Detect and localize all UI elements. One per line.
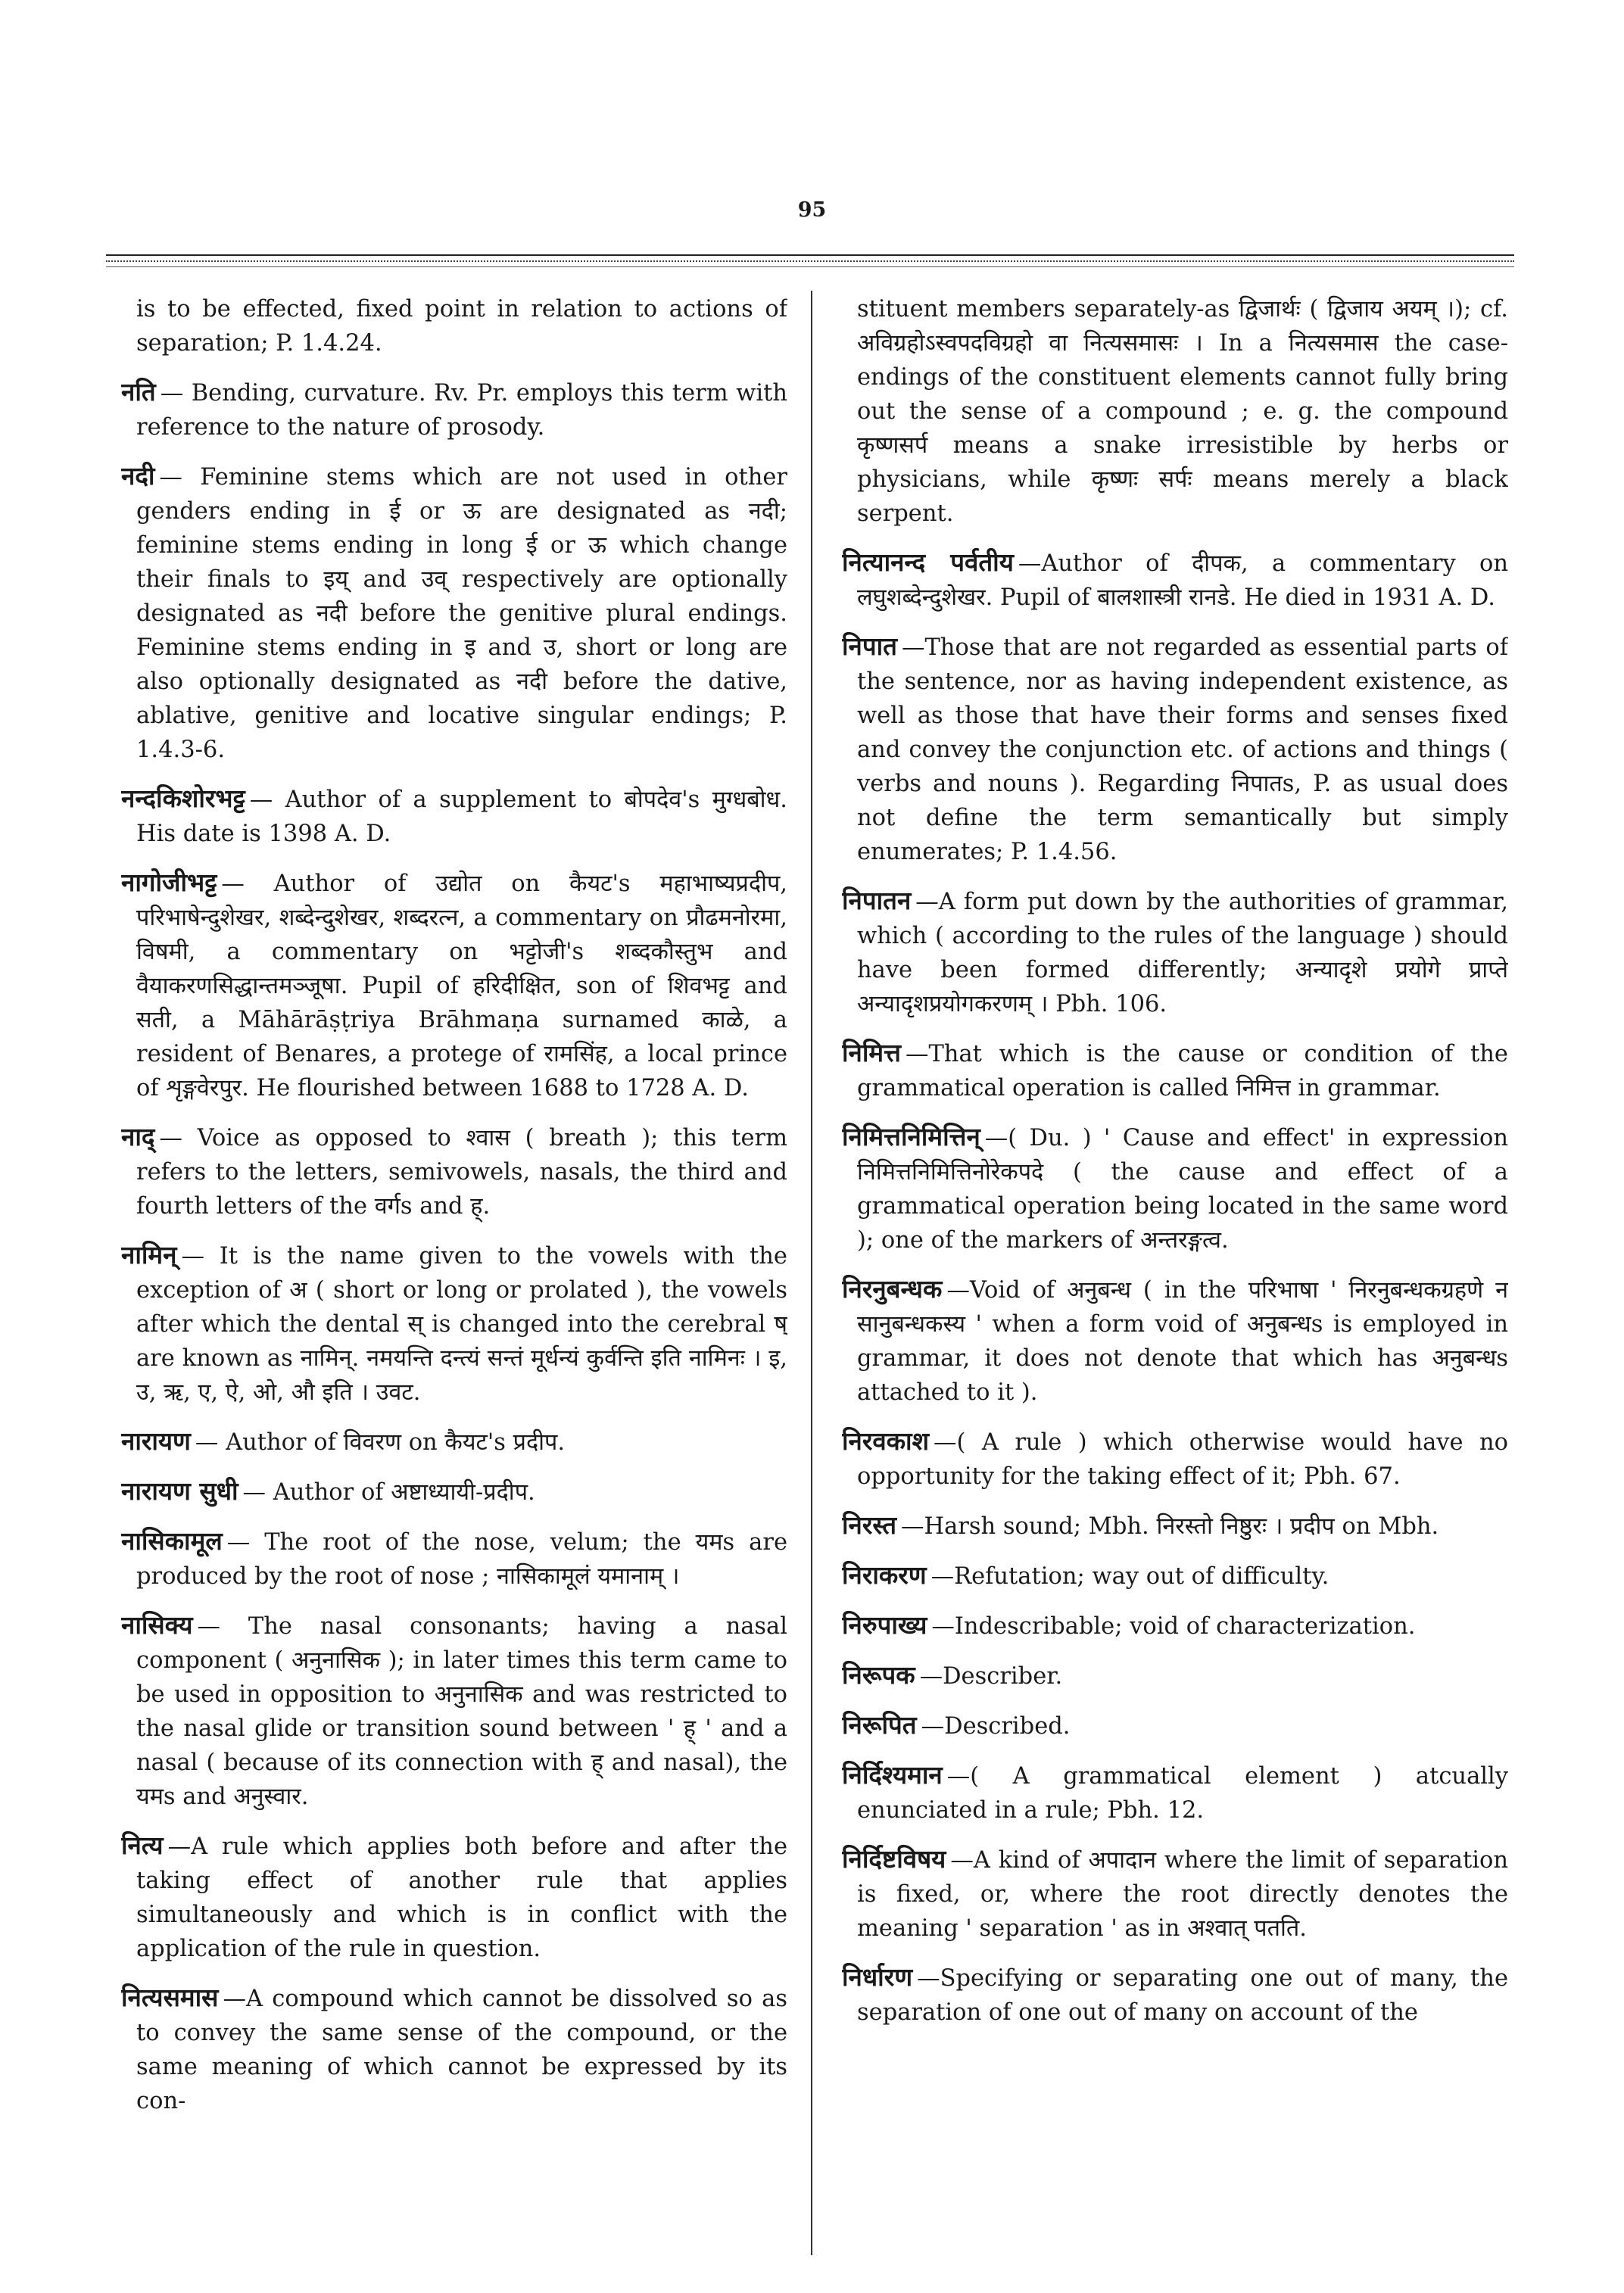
entry-headword: नारायण सुधी [121, 1476, 238, 1506]
entry-definition: —Describer. [919, 1663, 1063, 1690]
dictionary-entry [842, 545, 1508, 615]
entry-definition: — The nasal consonants; having a nasal component ( अनुनासिक ); in later times this term came to be used in opposition to अनुनासिक and was restricted to the nasal glide or transition sound between ' ह् ' and a nasal ( because of its connection with ह् and nasal), the यमs and अनुस्वार. [136, 1613, 787, 1810]
header-rule-dotted [106, 260, 1514, 262]
left-column [121, 292, 787, 2260]
entry-definition: —That which is the cause or condition of the grammatical operation is called निमित्त in grammar. [857, 1041, 1508, 1101]
entry-definition: is to be effected, fixed point in relation to actions of separation; P. 1.4.24. [136, 296, 787, 357]
entry-headword: निमित्तनिमित्तिन् [842, 1122, 980, 1151]
entry-definition: — Feminine stems which are not used in other genders ending in ई or ऊ are designated as नदी; feminine stems ending in long ई or ऊ which change their finals to इय् and उव् respectively are optionally designated as नदी before the genitive plural endings. Feminine stems ending in इ and उ, short or long are also optionally designated as नदी before the dative, ablative, genitive and locative singular endings; P. 1.4.3-6. [136, 464, 787, 763]
entry-definition: —A form put down by the authorities of grammar, which ( according to the rules of the language ) should have been formed differently; अन्यादृशे प्रयोगे प्राप्ते अन्यादृशप्रयोगकरणम् । Pbh. 106. [857, 889, 1508, 1017]
entry-headword: निरूपक [842, 1660, 915, 1690]
entry-definition: —A kind of अपादान where the limit of separation is fixed, or, where the root directly denotes the meaning ' separation ' as in अश्वात् पतति. [857, 1847, 1508, 1942]
dictionary-entry [121, 1424, 787, 1460]
entry-headword: निर्धारण [842, 1962, 913, 1992]
entry-headword: नदी [121, 461, 155, 491]
dictionary-entry [121, 1238, 787, 1410]
dictionary-entry [842, 292, 1508, 531]
header-rule-thin [106, 266, 1514, 267]
entry-headword: नासिक्य [121, 1610, 193, 1640]
entry-definition: —( Du. ) ' Cause and effect' in expression निमित्तनिमित्तिनोरेकपदे ( the cause and effect of a grammatical operation being located in the same word ); one of the markers of अन्तरङ्गत्व. [857, 1125, 1508, 1254]
entry-headword: निराकरण [842, 1560, 927, 1590]
entry-definition: —Void of अनुबन्ध ( in the परिभाषा ' निरनुबन्धकग्रहणे न सानुबन्धकस्य ' when a form void of अनुबन्धs is employed in grammar, it does not denote that which has अनुबन्धs attached to it ). [857, 1277, 1508, 1406]
entry-headword: निर्दिश्यमान [842, 1760, 943, 1790]
column-divider [811, 291, 812, 2255]
dictionary-entry [121, 865, 787, 1105]
entry-headword: नाद् [121, 1122, 155, 1151]
dictionary-entry [842, 1708, 1508, 1743]
dictionary-entry [842, 1036, 1508, 1105]
entry-headword: नित्यसमास [121, 1983, 219, 2012]
entry-headword: निरूपित [842, 1710, 917, 1740]
dictionary-entry [842, 1608, 1508, 1643]
entry-definition: —A rule which applies both before and after the taking effect of another rule that applies simultaneously and which is in conflict with the application of the rule in question. [136, 1833, 787, 1962]
entry-definition: —( A grammatical element ) atcually enunciated in a rule; Pbh. 12. [857, 1763, 1508, 1824]
entry-definition: — It is the name given to the vowels with the exception of अ ( short or long or prolated ), the vowels after which the dental स् is changed into the cerebral ष् are known as नामिन्. नमयन्ति दन्त्यं सन्तं मूर्धन्यं कुर्वन्ति इति नामिनः । इ, उ, ऋ, ए, ऐ, ओ, औ इति । उवट. [136, 1243, 787, 1406]
entry-definition: —Author of दीपक, a commentary on लघुशब्देन्दुशेखर. Pupil of बालशास्त्री रानडे. He died in 1931 A. D. [857, 550, 1508, 611]
entry-headword: नति [121, 377, 156, 407]
entry-definition: —A compound which cannot be dissolved so as to convey the same sense of the compound, or the same meaning of which cannot be expressed by its con- [136, 1986, 787, 2114]
entry-headword: निरवकाश [842, 1426, 930, 1456]
dictionary-entry [842, 1424, 1508, 1494]
dictionary-entry [842, 629, 1508, 869]
entry-definition: —Refutation; way out of difficulty. [930, 1563, 1329, 1590]
entry-definition: —Harsh sound; Mbh. निरस्तो निष्ठुरः । प्रदीप on Mbh. [901, 1513, 1439, 1540]
dictionary-entry [842, 1658, 1508, 1693]
entry-headword: नामिन् [121, 1240, 177, 1270]
header-rule-solid [106, 254, 1514, 256]
entry-headword: नित्य [121, 1830, 164, 1860]
entry-definition: — The root of the nose, velum; the यमs are produced by the root of nose ; नासिकामूलं यमानाम् । [136, 1529, 787, 1590]
entry-definition: —Indescribable; void of characterization. [931, 1613, 1416, 1640]
entry-definition: — Author of a supplement to बोपदेव's मुग्धबोध. His date is 1398 A. D. [136, 787, 787, 847]
entry-headword: निपातन [842, 886, 912, 915]
entry-definition: — Bending, curvature. Rv. Pr. employs this term with reference to the nature of prosody. [136, 380, 787, 441]
entry-definition: —( A rule ) which otherwise would have no opportunity for the taking effect of it; Pbh. 67. [857, 1429, 1508, 1490]
dictionary-entry [842, 1960, 1508, 2030]
entry-headword: निरनुबन्धक [842, 1274, 943, 1304]
dictionary-entry [842, 883, 1508, 1021]
dictionary-entry [121, 292, 787, 360]
entry-definition: —Those that are not regarded as essential parts of the sentence, nor as having independent existence, as well as those that have their forms and senses fixed and convey the conjunction etc. of actions and things ( verbs and nouns ). Regarding निपातs, P. as usual does not define the term semantically but simply enumerates; P. 1.4.56. [857, 634, 1508, 865]
entry-definition: — Author of विवरण on कैयट's प्रदीप. [195, 1429, 566, 1456]
dictionary-entry [121, 781, 787, 851]
entry-headword: नासिकामूल [121, 1526, 223, 1556]
dictionary-entry [842, 1558, 1508, 1594]
dictionary-entry [121, 1524, 787, 1594]
dictionary-entry [121, 375, 787, 444]
dictionary-entry [121, 1828, 787, 1966]
dictionary-entry [121, 1980, 787, 2118]
entry-definition: —Described. [921, 1713, 1071, 1740]
entry-headword: निमित्त [842, 1038, 901, 1067]
entry-definition: stituent members separately-as द्विजार्थः ( द्विजाय अयम् ।); cf. अविग्रहोऽस्वपदविग्रहो वा नित्यसमासः । In a नित्यसमास the case-endings of the constituent elements cannot fully bring out the sense of a compound ; e. g. the compound कृष्णसर्प means a snake irresistible by herbs or physicians, while कृष्णः सर्पः means merely a black serpent. [857, 296, 1508, 527]
dictionary-entry [121, 1608, 787, 1814]
dictionary-entry [842, 1758, 1508, 1827]
dictionary-entry [121, 459, 787, 767]
entry-definition: — Voice as opposed to श्वास ( breath ); this term refers to the letters, semivowels, nasals, the third and fourth letters of the वर्गs and ह्. [136, 1125, 787, 1220]
entry-definition: — Author of अष्टाध्यायी-प्रदीप. [242, 1479, 535, 1506]
entry-headword: नागोजीभट्ट [121, 868, 217, 897]
page-number: 95 [797, 198, 827, 222]
entry-headword: निरुपाख्य [842, 1610, 927, 1640]
right-column [842, 292, 1508, 2260]
entry-headword: नन्दकिशोरभट्ट [121, 784, 245, 813]
entry-definition: —Specifying or separating one out of many, the separation of one out of many on account of the [857, 1965, 1508, 2026]
entry-headword: नित्यानन्द पर्वतीय [842, 547, 1014, 577]
dictionary-entry [842, 1508, 1508, 1544]
entry-headword: निपात [842, 631, 897, 661]
entry-headword: निर्दिष्टविषय [842, 1844, 946, 1874]
entry-definition: — Author of उद्योत on कैयट's महाभाष्यप्रदीप, परिभाषेन्दुशेखर, शब्देन्दुशेखर, शब्दरत्न, a commentary on प्रौढमनोरमा, विषमी, a commentary on भट्टोजी's शब्दकौस्तुभ and वैयाकरणसिद्धान्तमञ्जूषा. Pupil of हरिदीक्षित, son of शिवभट्ट and सती, a Māhārāṣṭriya Brāhmaṇa surnamed काळे, a resident of Benares, a protege of रामसिंह, a local prince of शृङ्गवेरपुर. He flourished between 1688 to 1728 A. D. [136, 871, 787, 1101]
dictionary-entry [842, 1842, 1508, 1946]
entry-headword: निरस्त [842, 1510, 897, 1540]
dictionary-entry [842, 1120, 1508, 1257]
dictionary-entry [842, 1272, 1508, 1410]
dictionary-entry [121, 1120, 787, 1223]
dictionary-entry [121, 1474, 787, 1509]
entry-headword: नारायण [121, 1426, 191, 1456]
